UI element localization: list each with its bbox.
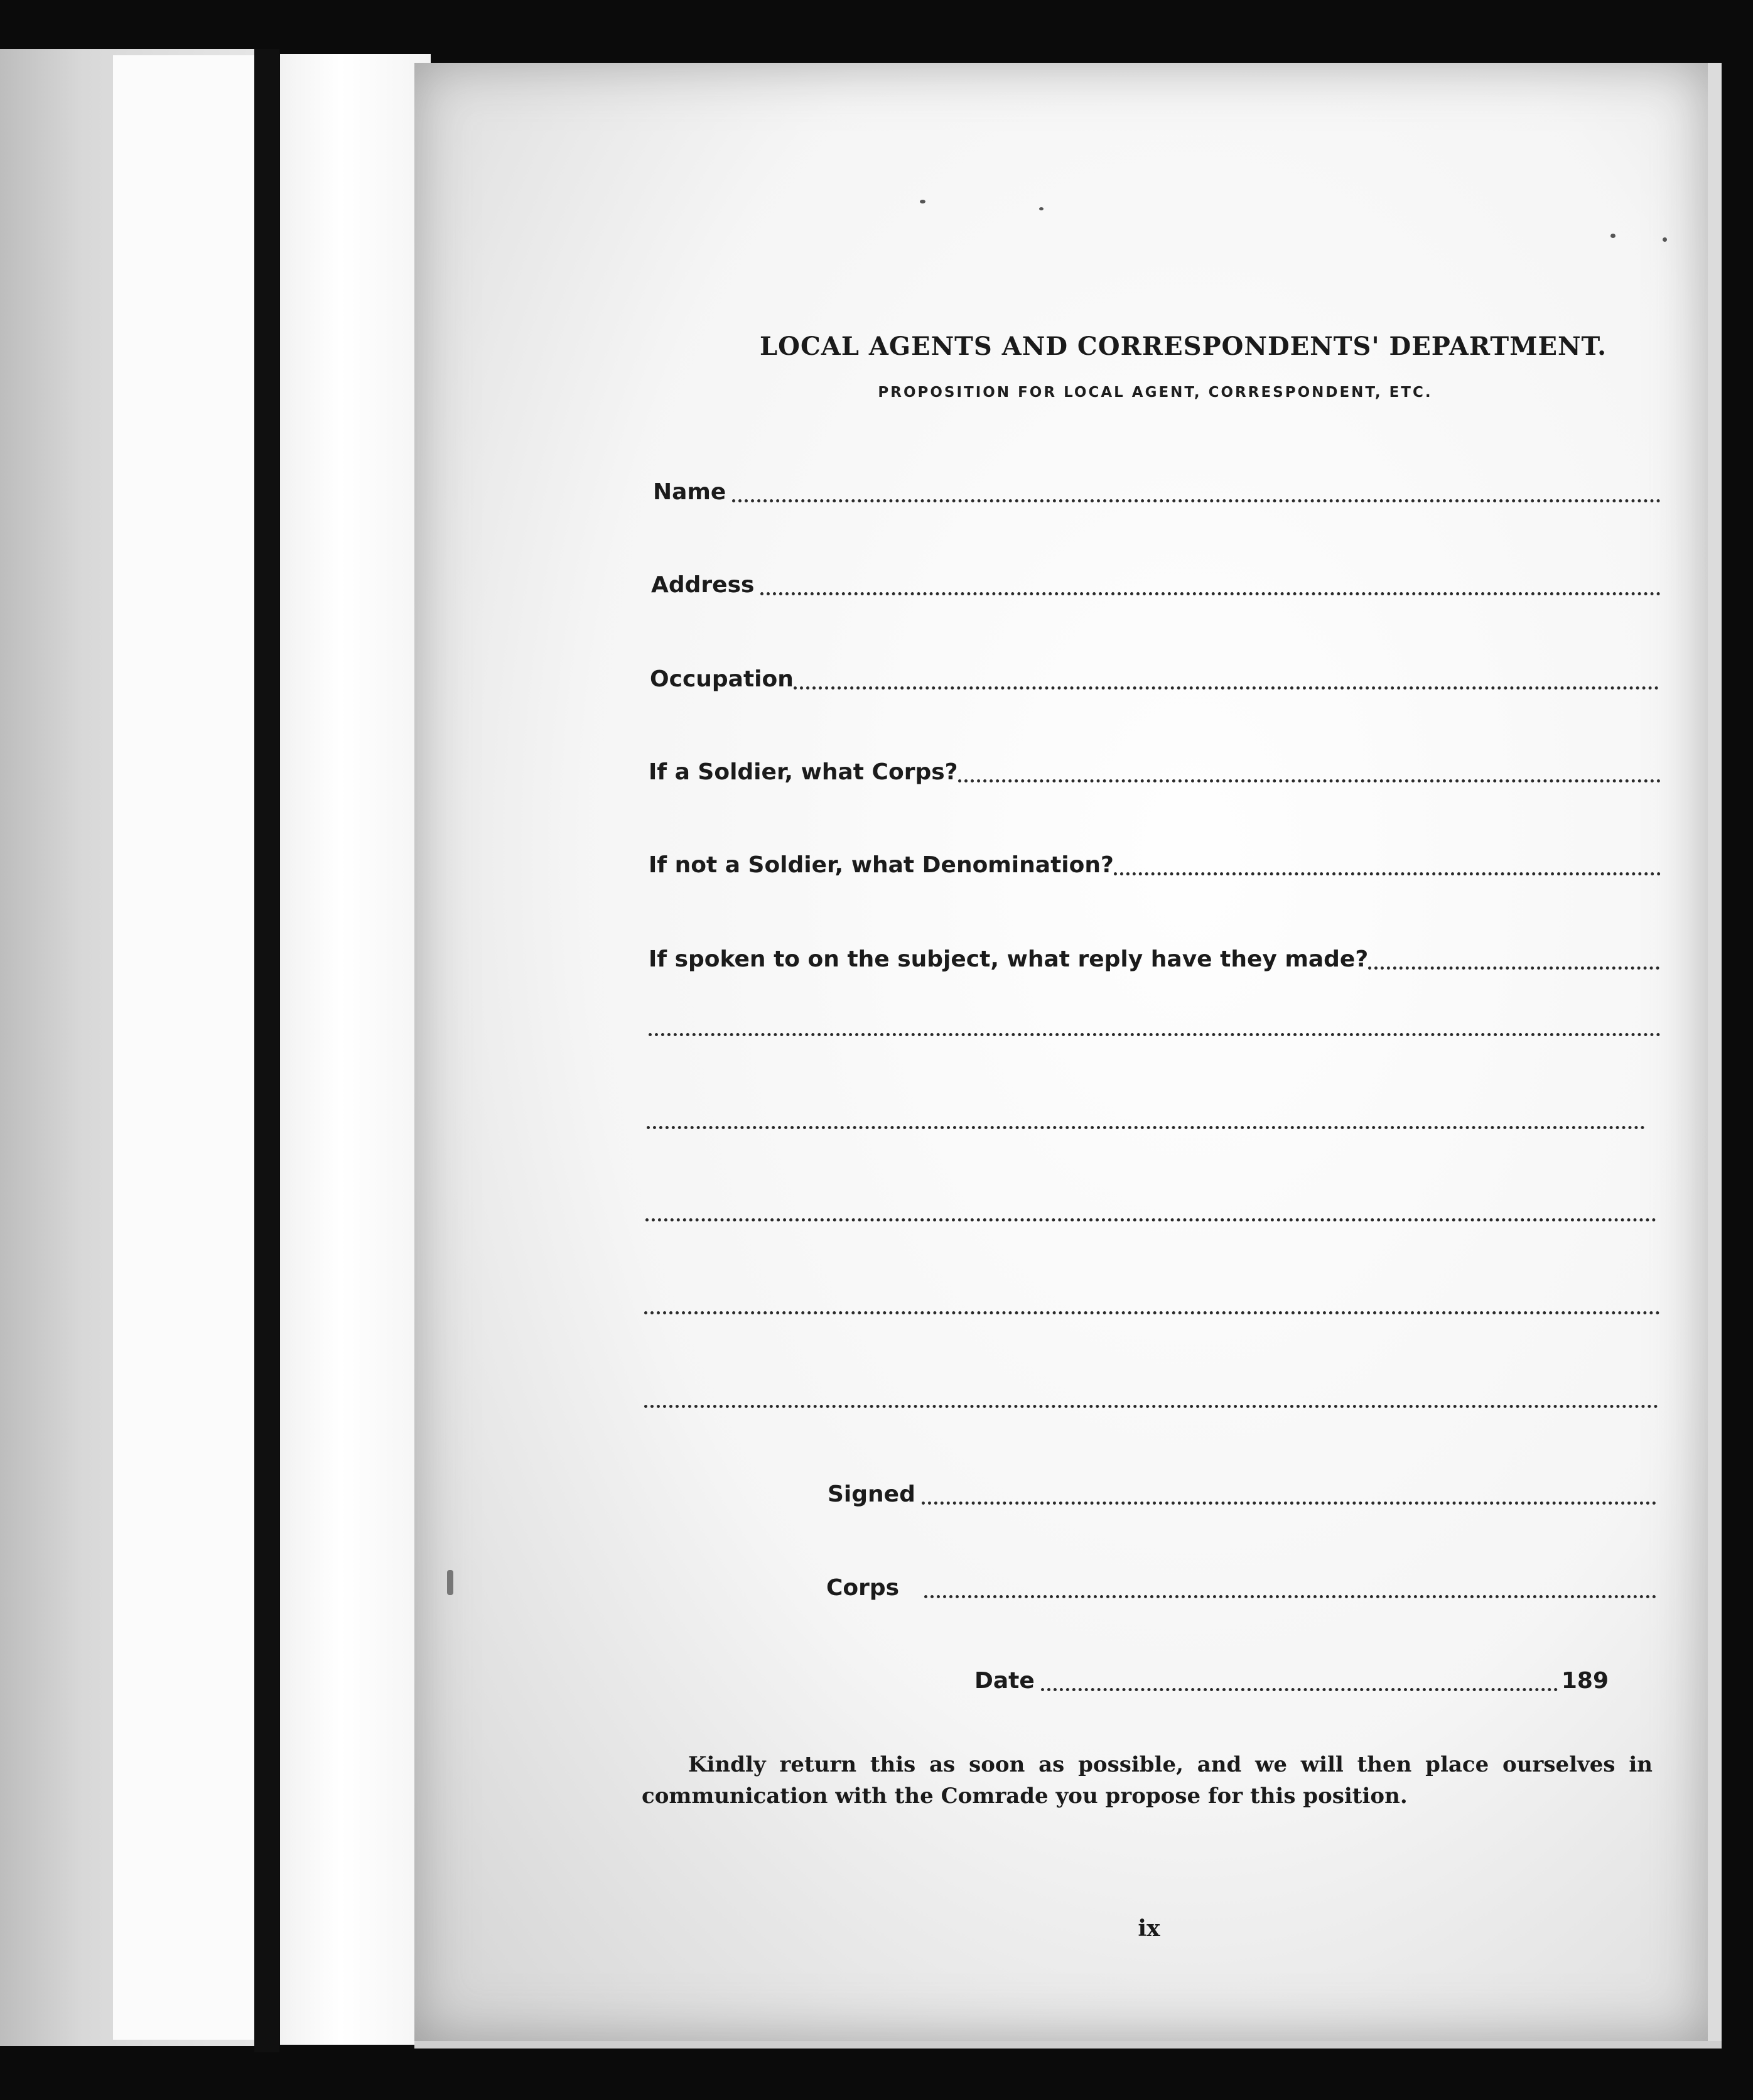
denomination-label: If not a Soldier, what Denomination? [649,852,1114,878]
scan-speck [1610,234,1615,238]
reply-blank-line[interactable] [644,1311,1660,1314]
scan-speck [1039,207,1044,210]
return-instructions: Kindly return this as soon as possible, and we will then place ourselves in communication with the Comrade you propose for this position. [642,1752,1653,1809]
page-bottom-edge [414,2041,1722,2049]
signed-line[interactable] [922,1502,1656,1505]
reply-line[interactable] [1368,966,1659,970]
scan-speck [1663,237,1667,242]
date-label: Date [974,1668,1035,1694]
reply-blank-line[interactable] [647,1126,1645,1129]
page-edge [1708,63,1722,2041]
occupation-line[interactable] [794,686,1659,690]
scan-speck [447,1570,453,1595]
date-field[interactable] [974,1661,1609,1692]
soldier-corps-field[interactable] [649,752,1661,784]
binding-margin [280,54,431,2045]
address-line[interactable] [760,592,1661,595]
address-field[interactable] [651,565,1661,597]
reply-label: If spoken to on the subject, what reply have they made? [649,946,1369,972]
reply-blank-line[interactable] [645,1218,1656,1221]
scan-speck [920,200,925,203]
name-label: Name [653,479,726,505]
date-line[interactable] [1041,1688,1558,1691]
occupation-label: Occupation [650,666,794,692]
signed-label: Signed [828,1481,915,1507]
address-label: Address [651,572,755,598]
book-spine [254,49,279,2052]
name-line[interactable] [732,499,1661,502]
date-year-prefix: 189 [1561,1668,1609,1694]
signed-field[interactable] [828,1475,1656,1506]
corps-label: Corps [826,1575,900,1601]
reply-field[interactable] [649,939,1659,971]
corps-line[interactable] [924,1595,1656,1598]
denomination-line[interactable] [1114,872,1661,875]
denomination-field[interactable] [649,845,1661,877]
name-field[interactable] [653,472,1661,504]
form-subtitle: PROPOSITION FOR LOCAL AGENT, CORRESPONDENT, ETC. [878,384,1433,401]
soldier-corps-label: If a Soldier, what Corps? [649,759,958,785]
reply-blank-line[interactable] [644,1405,1658,1408]
form-title: LOCAL AGENTS AND CORRESPONDENTS' DEPARTMENT. [760,332,1607,361]
occupation-field[interactable] [650,659,1659,691]
facing-page-margin [113,55,254,2040]
reply-blank-line[interactable] [649,1033,1661,1036]
page-number: ix [1138,1915,1160,1942]
soldier-corps-line[interactable] [958,779,1661,782]
corps-field[interactable] [826,1568,1656,1599]
